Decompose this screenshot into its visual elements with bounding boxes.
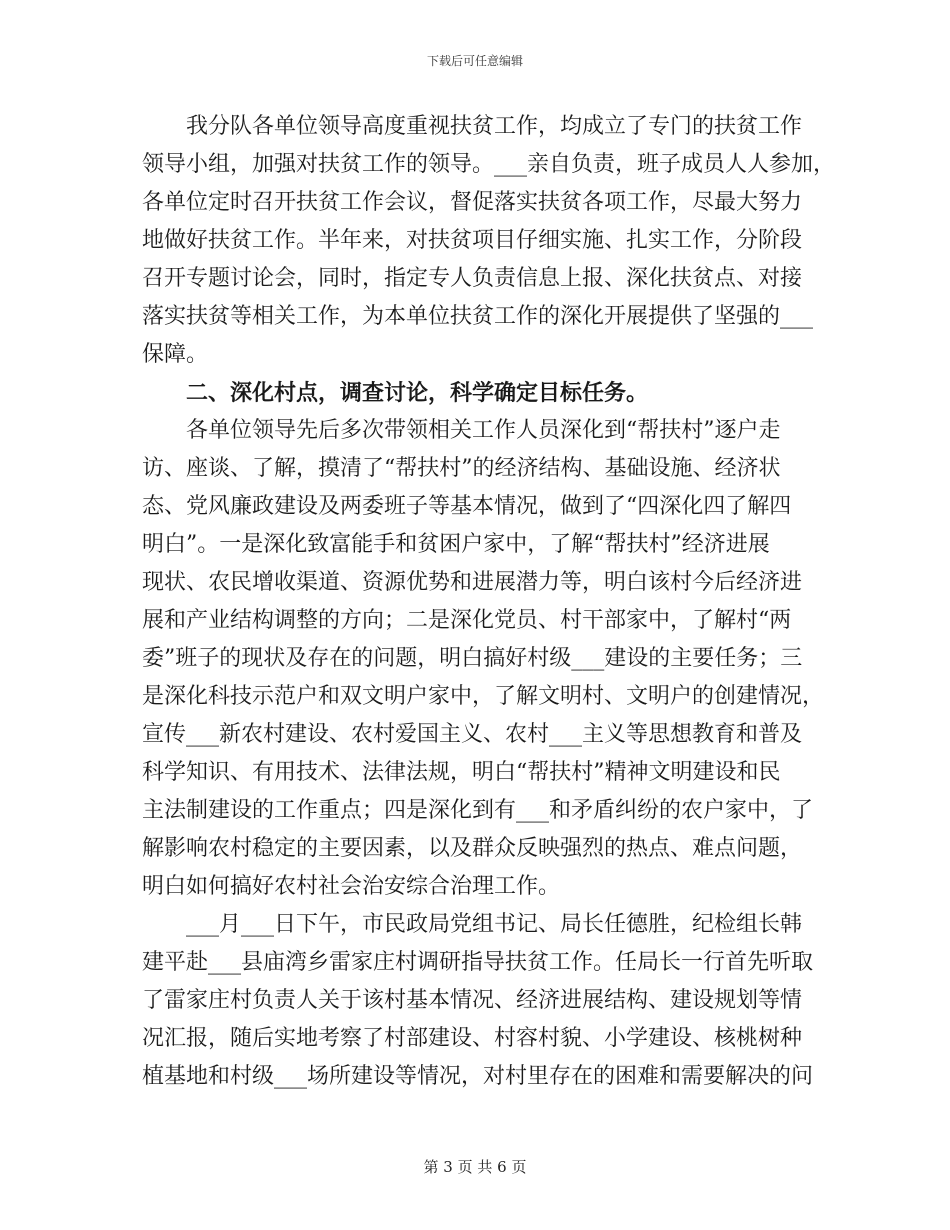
paragraph-line: 地做好扶贫工作。半年来，对扶贫项目仔细实施、扎实工作，分阶段	[142, 228, 803, 253]
paragraph-line: 领导小组，加强对扶贫工作的领导。___亲自负责，班子成员人人参加，	[142, 152, 836, 177]
paragraph-line: 明白如何搞好农村社会治安综合治理工作。	[142, 874, 561, 899]
paragraph-line: 委”班子的现状及存在的问题，明白搞好村级___建设的主要任务；三	[142, 646, 803, 671]
paragraph-line: 植基地和村级___场所建设等情况，对村里存在的困难和需要解决的问	[142, 1064, 814, 1089]
paragraph-line: 各单位领导先后多次带领相关工作人员深化到“帮扶村”逐户走	[186, 418, 781, 443]
paragraph-line: 明白”。一是深化致富能手和贫困户家中，了解“帮扶村”经济进展	[142, 532, 770, 557]
paragraph-line: 了雷家庄村负责人关于该村基本情况、经济进展结构、建设规划等情	[142, 988, 803, 1013]
paragraph-line: 访、座谈、了解，摸清了“帮扶村”的经济结构、基础设施、经济状	[142, 456, 781, 481]
paragraph-line: ___月___日下午，市民政局党组书记、局长任德胜，纪检组长韩	[186, 912, 803, 937]
paragraph-line: 态、党风廉政建设及两委班子等基本情况，做到了“四深化四了解四	[142, 494, 792, 519]
paragraph-line: 建平赴___县庙湾乡雷家庄村调研指导扶贫工作。任局长一行首先听取	[142, 950, 814, 975]
paragraph-line: 保障。	[142, 342, 209, 367]
paragraph-line: 各单位定时召开扶贫工作会议，督促落实扶贫各项工作，尽最大努力	[142, 190, 803, 215]
section-heading: 二、深化村点，调查讨论，科学确定目标任务。	[186, 380, 649, 406]
paragraph-line: 科学知识、有用技术、法律法规，明白“帮扶村”精神文明建设和民	[142, 760, 781, 785]
paragraph-line: 落实扶贫等相关工作，为本单位扶贫工作的深化开展提供了坚强的___	[142, 304, 814, 329]
paragraph-line: 现状、农民增收渠道、资源优势和进展潜力等，明白该村今后经济进	[142, 570, 803, 595]
paragraph-line: 主法制建设的工作重点；四是深化到有___和矛盾纠纷的农户家中，了	[142, 798, 814, 823]
document-body	[142, 108, 836, 1096]
paragraph-line: 我分队各单位领导高度重视扶贫工作，均成立了专门的扶贫工作	[186, 114, 803, 139]
paragraph-line: 宣传___新农村建设、农村爱国主义、农村___主义等思想教育和普及	[142, 722, 803, 747]
paragraph-line: 是深化科技示范户和双文明户家中，了解文明村、文明户的创建情况，	[142, 684, 825, 709]
page-number: 第 3 页 共 6 页	[423, 1158, 527, 1176]
paragraph-line: 解影响农村稳定的主要因素，以及群众反映强烈的热点、难点问题，	[142, 836, 803, 861]
paragraph-line: 况汇报，随后实地考察了村部建设、村容村貌、小学建设、核桃树种	[142, 1026, 803, 1051]
paragraph-line: 展和产业结构调整的方向；二是深化党员、村干部家中，了解村“两	[142, 608, 792, 633]
paragraph-line: 召开专题讨论会，同时，指定专人负责信息上报、深化扶贫点、对接	[142, 266, 803, 291]
page-header: 下载后可任意编辑	[426, 54, 523, 68]
